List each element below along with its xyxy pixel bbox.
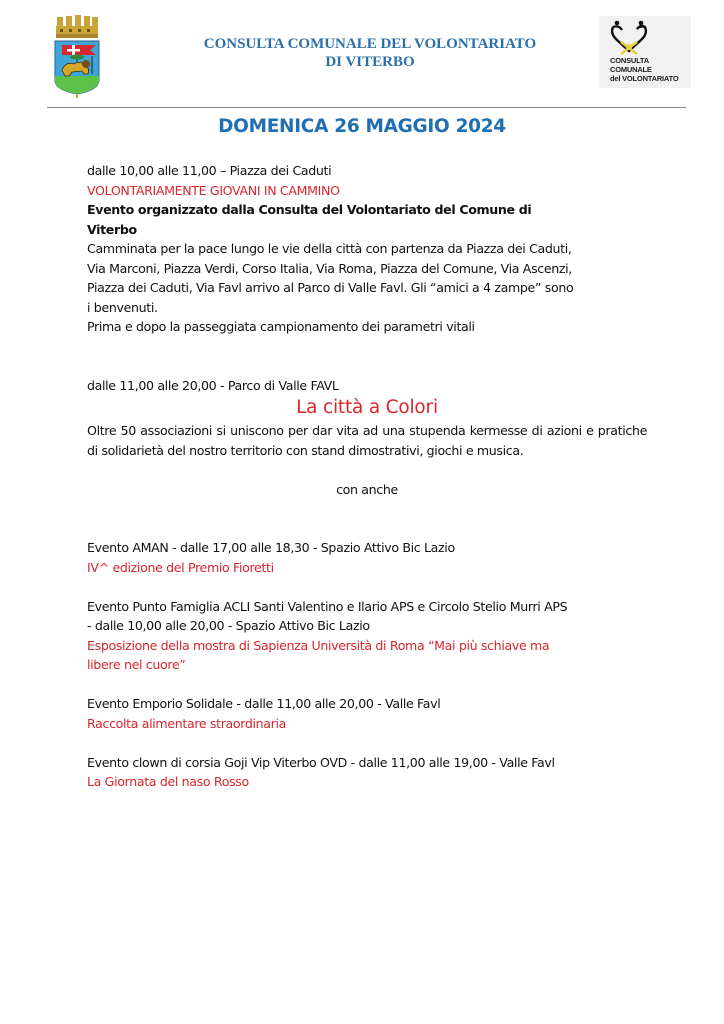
event-city-colors-title: La città a Colori [296, 397, 438, 418]
spacer [87, 460, 647, 480]
side-event-info: Evento clown di corsia Goji Vip Viterbo OVD - dalle 11,00 alle 19,00 - Valle Favl [87, 754, 555, 770]
spacer [87, 337, 647, 376]
organization-title [150, 35, 590, 71]
event-city-colors-time-place: dalle 11,00 alle 20,00 - Parco di Valle FAVL [87, 377, 339, 393]
viterbo-coat-of-arms-icon [52, 14, 102, 98]
side-event-title: libere nel cuore” [87, 657, 186, 672]
spacer [87, 675, 647, 695]
event-walk-description-line: Camminata per la pace lungo le vie della città con partenza da Piazza dei Caduti, [87, 241, 572, 256]
spacer [87, 733, 647, 753]
event-walk-description-line: Via Marconi, Piazza Verdi, Corso Italia, Via Roma, Piazza del Comune, Via Ascenzi, [87, 260, 572, 276]
logo-text-line2: del VOLONTARIATO [610, 74, 679, 83]
spacer [87, 577, 647, 597]
side-event-info: Evento Punto Famiglia ACLI Santi Valentino e Ilario APS e Circolo Stelio Murri APS [87, 598, 568, 614]
side-event-info: - dalle 10,00 alle 20,00 - Spazio Attivo Bic Lazio [87, 618, 370, 633]
side-event-title: IV^ edizione del Premio Fioretti [87, 559, 274, 575]
event-walk-time-place: dalle 10,00 alle 11,00 – Piazza dei Caduti [87, 163, 332, 178]
event-walk-title: VOLONTARIAMENTE GIOVANI IN CAMMINO [87, 182, 340, 198]
date-title: DOMENICA 26 MAGGIO 2024 [218, 116, 506, 137]
side-event [87, 753, 647, 792]
side-event [87, 694, 647, 733]
organization-title-line1: CONSULTA COMUNALE DEL VOLONTARIATO [203, 36, 537, 52]
side-event-title: La Giornata del naso Rosso [87, 774, 249, 789]
logo-text [610, 56, 690, 83]
volunteer-heart-logo-icon [609, 20, 649, 56]
spacer [87, 499, 647, 538]
organization-title-line2: DI VITERBO [325, 54, 415, 70]
logo-text-line1: CONSULTA COMUNALE [610, 56, 652, 74]
header-separator [47, 107, 686, 108]
event-walk-organizer-line1: Evento organizzato dalla Consulta del Volontariato del Comune di [87, 202, 532, 217]
side-event-info: Evento Emporio Solidale - dalle 11,00 alle 20,00 - Valle Favl [87, 696, 441, 711]
event-city-colors-description: Oltre 50 associazioni si uniscono per dar vita ad una stupenda kermesse di azioni e pratiche di solidarietà del nostro territorio con stand dimostrativi, giochi e musica. [87, 423, 647, 458]
event-walk-organizer-line2: Viterbo [87, 221, 137, 237]
event-walk [87, 161, 647, 337]
event-walk-description-line: Piazza dei Caduti, Via Favl arrivo al Parco di Valle Favl. Gli “amici a 4 zampe” sono [87, 280, 574, 295]
side-event-title: Raccolta alimentare straordinaria [87, 715, 287, 731]
side-event-info: Evento AMAN - dalle 17,00 alle 18,30 - Spazio Attivo Bic Lazio [87, 540, 455, 555]
event-city-colors [87, 376, 647, 461]
event-walk-description-line: i benvenuti. [87, 299, 158, 315]
also-label: con anche [336, 481, 398, 497]
side-event [87, 538, 647, 577]
consulta-logo [599, 16, 691, 88]
event-walk-note: Prima e dopo la passeggiata campionamento dei parametri vitali [87, 319, 475, 334]
side-event-title: Esposizione della mostra di Sapienza Università di Roma “Mai più schiave ma [87, 637, 550, 653]
side-event [87, 597, 647, 675]
program-content [87, 161, 647, 792]
